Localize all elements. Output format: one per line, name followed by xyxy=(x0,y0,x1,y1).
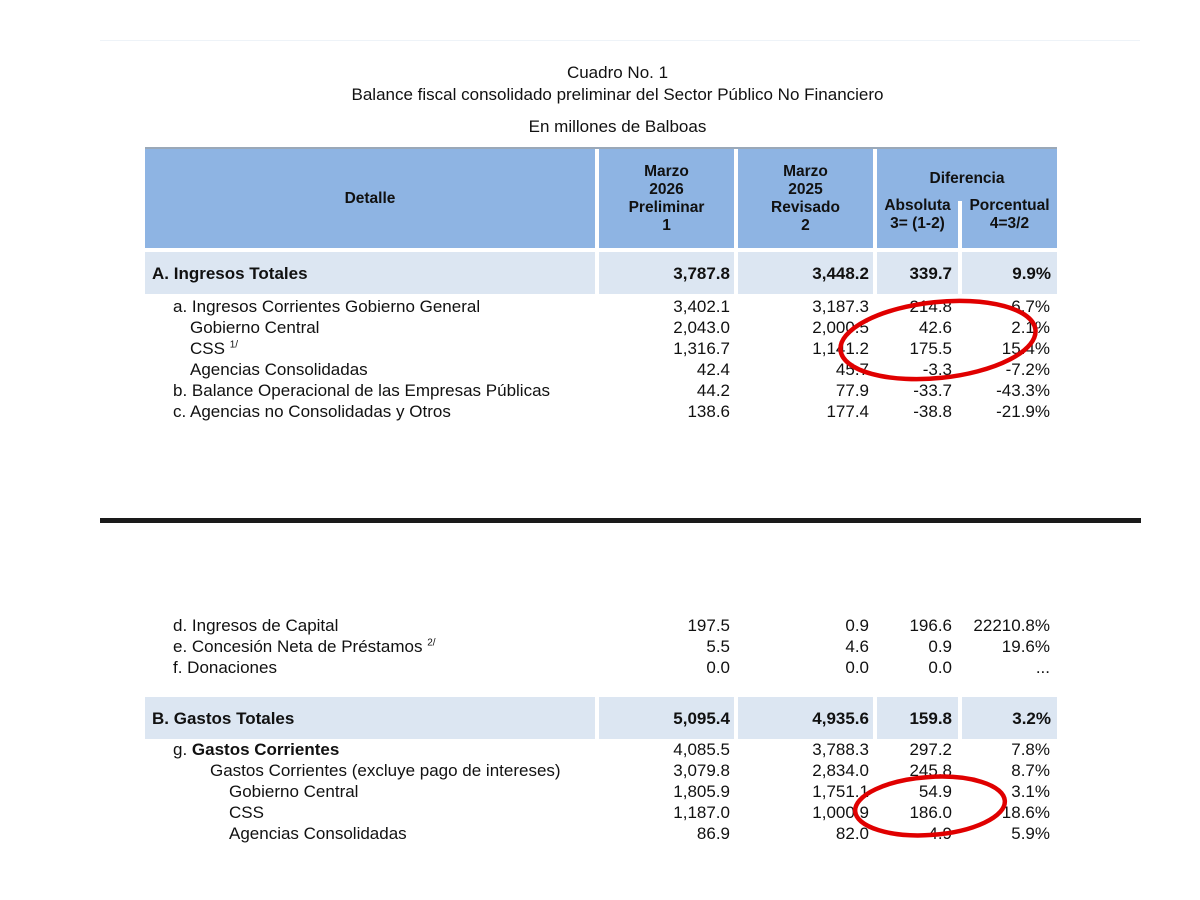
table-cell-v2: 82.0 xyxy=(835,824,869,843)
table-cell-v4: 8.7% xyxy=(1011,761,1050,780)
table-cell-v4: -21.9% xyxy=(996,402,1050,421)
table-cell-v1: 1,187.0 xyxy=(673,803,730,822)
row-label: d. Ingresos de Capital xyxy=(173,616,339,635)
table-number: Cuadro No. 1 xyxy=(566,63,669,82)
table-cell-v3: 186.0 xyxy=(909,803,952,822)
table-title: Balance fiscal consolidado preliminar del Sector Público No Financiero xyxy=(351,85,884,104)
table-cell-v3: 0.9 xyxy=(928,637,952,656)
header-col4: Porcentual 4=3/2 xyxy=(962,197,1057,248)
section-b-v4: 3.2% xyxy=(1012,709,1051,728)
section-b-v2: 4,935.6 xyxy=(812,709,869,728)
table-cell-v1: 138.6 xyxy=(687,402,730,421)
table-cell-v2: 3,788.3 xyxy=(812,740,869,759)
table-cell-v3: 175.5 xyxy=(909,339,952,358)
section-b-label: B. Gastos Totales xyxy=(152,709,295,728)
table-cell-v2: 0.9 xyxy=(845,616,869,635)
table-cell-v4: 22210.8% xyxy=(973,616,1050,635)
table-units: En millones de Balboas xyxy=(528,117,707,136)
table-cell-v1: 5.5 xyxy=(706,637,730,656)
table-cell-v3: 196.6 xyxy=(909,616,952,635)
table-cell-v2: 4.6 xyxy=(845,637,869,656)
section-a-v1: 3,787.8 xyxy=(673,264,730,283)
table-cell-v2: 3,187.3 xyxy=(812,297,869,316)
table-cell-v1: 3,402.1 xyxy=(673,297,730,316)
row-label: e. Concesión Neta de Préstamos xyxy=(173,637,423,656)
table-cell-v1: 44.2 xyxy=(696,381,730,400)
row-label: f. Donaciones xyxy=(173,658,277,677)
table-cell-v3: 245.8 xyxy=(909,761,952,780)
table-cell-v3: -3.3 xyxy=(922,360,952,379)
row-label: b. Balance Operacional de las Empresas Públicas xyxy=(173,381,551,400)
section-b-v3: 159.8 xyxy=(909,709,952,728)
header-col2: Marzo 2025 Revisado 2 xyxy=(738,149,873,248)
section-a-v3: 339.7 xyxy=(909,264,952,283)
table-cell-v3: 297.2 xyxy=(909,740,952,759)
header-diferencia: Diferencia xyxy=(877,149,1057,201)
section-b-v1: 5,095.4 xyxy=(673,709,730,728)
row-label: c. Agencias no Consolidadas y Otros xyxy=(173,402,451,421)
row-label: Gastos Corrientes xyxy=(191,740,340,759)
annotation-circle-top xyxy=(837,292,1040,388)
table-cell-v2: 1,751.1 xyxy=(812,782,869,801)
table-cell-v2: 1,000.9 xyxy=(812,803,869,822)
table-cell-v4: 2.1% xyxy=(1011,318,1050,337)
table-cell-v2: 0.0 xyxy=(845,658,869,677)
table-cell-v4: 15.4% xyxy=(1001,339,1050,358)
table-cell-v3: 4.9 xyxy=(928,824,952,843)
table-cell-v2: 2,834.0 xyxy=(812,761,869,780)
table-cell-v1: 1,805.9 xyxy=(673,782,730,801)
header-col1: Marzo 2026 Preliminar 1 xyxy=(599,149,734,248)
footnote-marker: 2/ xyxy=(427,637,436,649)
table-cell-v1: 0.0 xyxy=(706,658,730,677)
table-cell-v2: 177.4 xyxy=(826,402,869,421)
table-cell-v4: 6.7% xyxy=(1011,297,1050,316)
table-cell-v3: 0.0 xyxy=(928,658,952,677)
row-label: Gastos Corrientes (excluye pago de intereses) xyxy=(210,761,561,780)
table-cell-v3: -38.8 xyxy=(913,402,952,421)
table-cell-v4: 18.6% xyxy=(1001,803,1050,822)
table-cell-v2: 77.9 xyxy=(835,381,869,400)
header-col3: Absoluta 3= (1-2) xyxy=(877,197,958,248)
section-a-v4: 9.9% xyxy=(1012,264,1051,283)
table-cell-v3: 42.6 xyxy=(918,318,952,337)
row-label: CSS xyxy=(229,803,264,822)
section-a-v2: 3,448.2 xyxy=(812,264,869,283)
table-cell-v4: -7.2% xyxy=(1005,360,1050,379)
table-cell-v3: 54.9 xyxy=(918,782,952,801)
row-label: a. Ingresos Corrientes Gobierno General xyxy=(173,297,481,316)
annotation-circle-bottom xyxy=(853,772,1007,840)
footnote-marker: 1/ xyxy=(229,339,239,351)
table-cell-v2: 2,000.5 xyxy=(812,318,869,337)
row-label: Gobierno Central xyxy=(229,782,359,801)
table-cell-v1: 3,079.8 xyxy=(673,761,730,780)
table-cell-v4: 3.1% xyxy=(1011,782,1050,801)
table-cell-v3: 214.8 xyxy=(909,297,952,316)
row-label: Agencias Consolidadas xyxy=(229,824,407,843)
table-cell-v1: 42.4 xyxy=(696,360,730,379)
table-cell-v1: 2,043.0 xyxy=(673,318,730,337)
table-cell-v4: -43.3% xyxy=(996,381,1050,400)
table-cell-v4: 19.6% xyxy=(1001,637,1050,656)
row-prefix: g. xyxy=(173,740,192,759)
table-cell-v1: 86.9 xyxy=(696,824,730,843)
table-cell-v4: 7.8% xyxy=(1011,740,1050,759)
table-cell-v1: 1,316.7 xyxy=(673,339,730,358)
table-cell-v3: -33.7 xyxy=(913,381,952,400)
row-label: CSS xyxy=(190,339,225,358)
table-cell-v2: 1,141.2 xyxy=(812,339,869,358)
row-label: Agencias Consolidadas xyxy=(190,360,368,379)
table-cell-v1: 4,085.5 xyxy=(673,740,730,759)
table-cell-v2: 45.7 xyxy=(835,360,869,379)
table-cell-v4: 5.9% xyxy=(1011,824,1050,843)
header-detalle: Detalle xyxy=(145,149,595,248)
table-cell-v4: ... xyxy=(1035,658,1050,677)
table-cell-v1: 197.5 xyxy=(687,616,730,635)
row-label: Gobierno Central xyxy=(190,318,320,337)
section-a-label: A. Ingresos Totales xyxy=(152,264,308,283)
